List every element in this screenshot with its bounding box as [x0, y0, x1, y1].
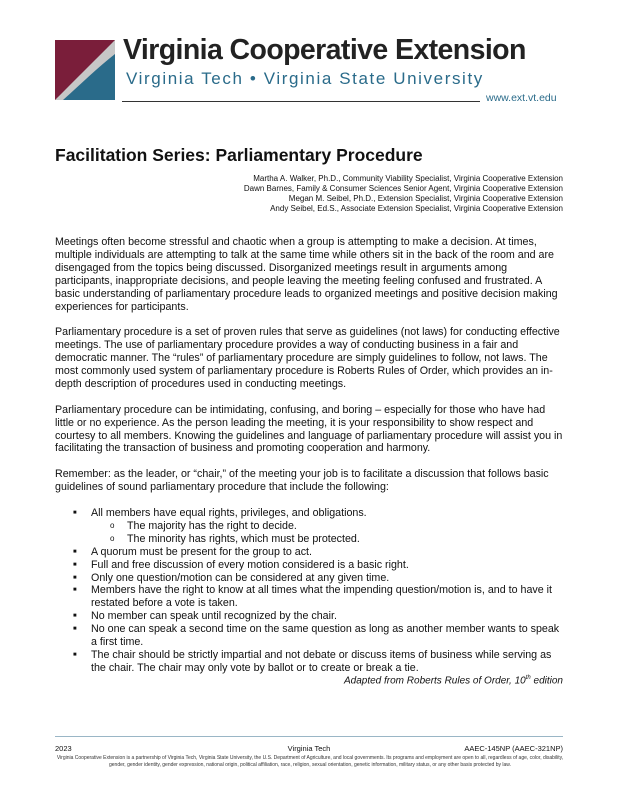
credit-text: Adapted from Roberts Rules of Order, 10 [343, 675, 526, 687]
list-item: ■ Full and free discussion of every motion considered is a basic right. [55, 559, 565, 572]
author-line: Dawn Barnes, Family & Consumer Sciences Senior Agent, Virginia Cooperative Extension [243, 184, 563, 193]
list-item: ■ A quorum must be present for the group to act. [55, 546, 565, 559]
footer-year: 2023 [55, 744, 72, 753]
list-item: ■ No member can speak until recognized by the chair. [55, 610, 565, 623]
credit-edition: edition [530, 675, 563, 687]
author-line: Megan M. Seibel, Ph.D., Extension Specialist, Virginia Cooperative Extension [288, 194, 563, 203]
list-subitem: o The minority has rights, which must be protected. [55, 533, 565, 546]
author-line: Martha A. Walker, Ph.D., Community Viability Specialist, Virginia Cooperative Extension [253, 174, 563, 183]
list-item: ■ The chair should be strictly impartial and not debate or discuss items of business while serving as the chair. The chair may only vote by ballot or to create or break a tie. [55, 649, 565, 675]
document-title: Facilitation Series: Parliamentary Procedure [55, 145, 423, 165]
footer-institution: Virginia Tech [287, 744, 331, 753]
guidelines-list [55, 507, 565, 675]
list-item: ■ Members have the right to know at all times what the impending question/motion is, and to have it restated before a vote is taken. [55, 584, 565, 610]
document-body [55, 236, 565, 675]
extension-url-link[interactable]: www.ext.vt.edu [486, 92, 557, 104]
footer-divider [55, 736, 563, 737]
list-item: ■ All members have equal rights, privileges, and obligations. [55, 507, 565, 520]
list-item: ■ Only one question/motion can be considered at any given time. [55, 572, 565, 585]
list-item: ■ No one can speak a second time on the same question as long as another member wants to speak a first time. [55, 623, 565, 649]
publication-code: AAEC-145NP (AAEC-321NP) [464, 744, 563, 753]
list-subitem: o The majority has the right to decide. [55, 520, 565, 533]
credit-ordinal: th [525, 675, 531, 681]
header-divider [122, 101, 480, 102]
source-credit [344, 675, 563, 686]
author-line: Andy Seibel, Ed.S., Associate Extension Specialist, Virginia Cooperative Extension [270, 204, 563, 213]
body-paragraph: Parliamentary procedure can be intimidating, confusing, and boring – especially for those who have had little or no experience. As the person leading the meeting, it is your responsibility to show respect and courtesy to all members. Knowing the guidelines and language of parliamentary procedure will assist you in facilitating the transaction of business and promoting cooperation and harmony. [55, 403, 563, 455]
vce-logo-mark-icon [55, 40, 115, 100]
nondiscrimination-statement: Virginia Cooperative Extension is a partnership of Virginia Tech, Virginia State University, the U.S. Department of Agriculture, and local governments. Its programs and employment are open to all, regardless of age, color, disability, gender, gender identity, gender expression, national origin, political affiliation, race, religion, sexual orientation, genetic information, military status, or any other basis protected by law. [56, 755, 564, 768]
brand-subtitle: Virginia Tech • Virginia State University [126, 69, 484, 88]
body-paragraph: Meetings often become stressful and chaotic when a group is attempting to make a decision. At times, multiple individuals are attempting to talk at the same time while others sit in the back of the room and are disengaged from the topics being discussed. Disorganized meetings result in arguments among participants, inappropriate decisions, and people leaving the meeting feeling confused and frustrated. A basic understanding of parliamentary procedure leads to organized meetings and positive decision making experiences for participants. [55, 236, 558, 313]
body-paragraph: Remember: as the leader, or “chair,” of the meeting your job is to facilitate a discussion that follows basic guidelines of sound parliamentary procedure that include the following: [55, 468, 549, 494]
brand-title: Virginia Cooperative Extension [123, 34, 526, 66]
body-paragraph: Parliamentary procedure is a set of proven rules that serve as guidelines (not laws) for conducting effective meetings. The use of parliamentary procedure provides a way of conducting business in a fair and democratic manner. The “rules” of parliamentary procedure are simply guidelines to follow, not laws. The most commonly used system of parliamentary procedure is Roberts Rules of Order, which provides an in-depth description of procedures used in conducting meetings. [55, 326, 560, 390]
